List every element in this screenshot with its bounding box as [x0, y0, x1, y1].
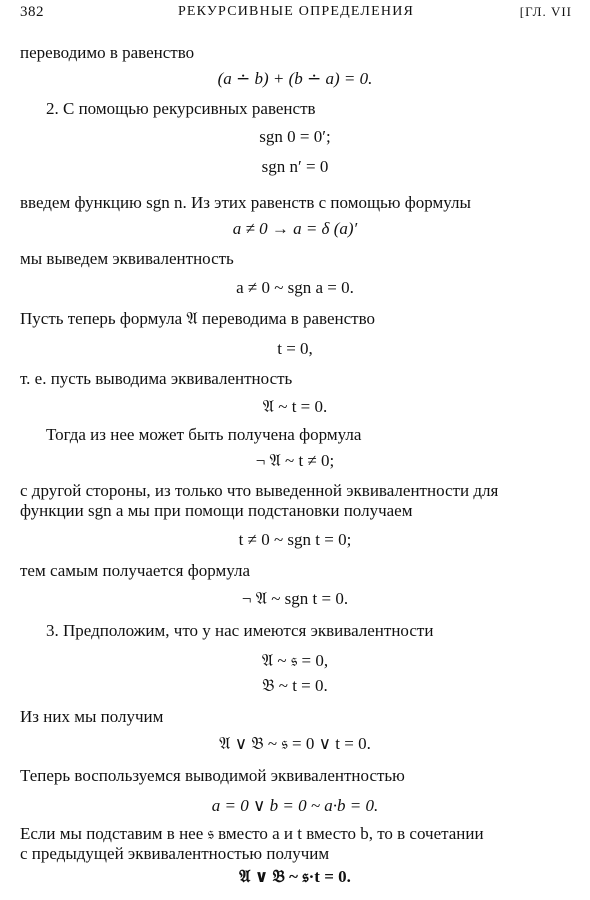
formula-line: 𝔄 ~ 𝔰 = 0,: [261, 651, 329, 670]
text-line: с предыдущей эквивалентностью получим: [20, 844, 330, 863]
formula-line: (a ∸ b) + (b ∸ a) = 0.: [217, 69, 373, 88]
formula-line: sgn 0 = 0′;: [259, 127, 331, 146]
formula-line: sgn n′ = 0: [261, 157, 329, 176]
text-line: Теперь воспользуемся выводимой эквивалентностью: [20, 766, 405, 785]
text-line: тем самым получается формула: [20, 561, 251, 580]
formula-line: 𝔄 ~ t = 0.: [262, 397, 328, 416]
text-line: Тогда из нее может быть получена формула: [46, 425, 362, 444]
text-line: 3. Предположим, что у нас имеются эквивалентности: [46, 621, 434, 640]
text-line: функции sgn a мы при помощи подстановки получаем: [20, 501, 413, 520]
running-header: [20, 4, 572, 26]
formula-line: t = 0,: [277, 339, 313, 358]
formula-line: a = 0 ∨ b = 0 ~ a·b = 0.: [211, 796, 379, 815]
formula-line: t ≠ 0 ~ sgn t = 0;: [238, 530, 352, 549]
formula-line: 𝔄 ∨ 𝔅 ~ 𝔰 = 0 ∨ t = 0.: [219, 734, 371, 753]
text-line: переводимо в равенство: [20, 43, 195, 62]
formula-line: 𝔅 ~ t = 0.: [262, 676, 328, 695]
chapter-marker: [ГЛ. VII: [519, 4, 572, 19]
text-line: Если мы подставим в нее 𝔰 вместо a и t вместо b, то в сочетании: [20, 824, 484, 843]
text-line: Пусть теперь формула 𝔄 переводима в равенство: [20, 309, 376, 328]
text-line: с другой стороны, из только что выведенной эквивалентности для: [20, 481, 499, 500]
formula-line: a ≠ 0 → a = δ (a)′: [232, 219, 358, 238]
text-line: Из них мы получим: [20, 707, 164, 726]
text-line: введем функцию sgn n. Из этих равенств с помощью формулы: [20, 193, 471, 212]
formula-line: ¬ 𝔄 ~ t ≠ 0;: [255, 451, 335, 470]
text-line: мы выведем эквивалентность: [20, 249, 234, 268]
running-title: РЕКУРСИВНЫЕ ОПРЕДЕЛЕНИЯ: [177, 4, 415, 19]
text-line: 2. С помощью рекурсивных равенств: [46, 99, 316, 118]
text-line: т. е. пусть выводима эквивалентность: [20, 369, 293, 388]
formula-line: ¬ 𝔄 ~ sgn t = 0.: [241, 589, 349, 608]
page-number: 382: [20, 4, 44, 20]
formula-line: 𝔄 ∨ 𝔅 ~ 𝔰·t = 0.: [239, 867, 351, 886]
formula-line: a ≠ 0 ~ sgn a = 0.: [236, 278, 354, 297]
